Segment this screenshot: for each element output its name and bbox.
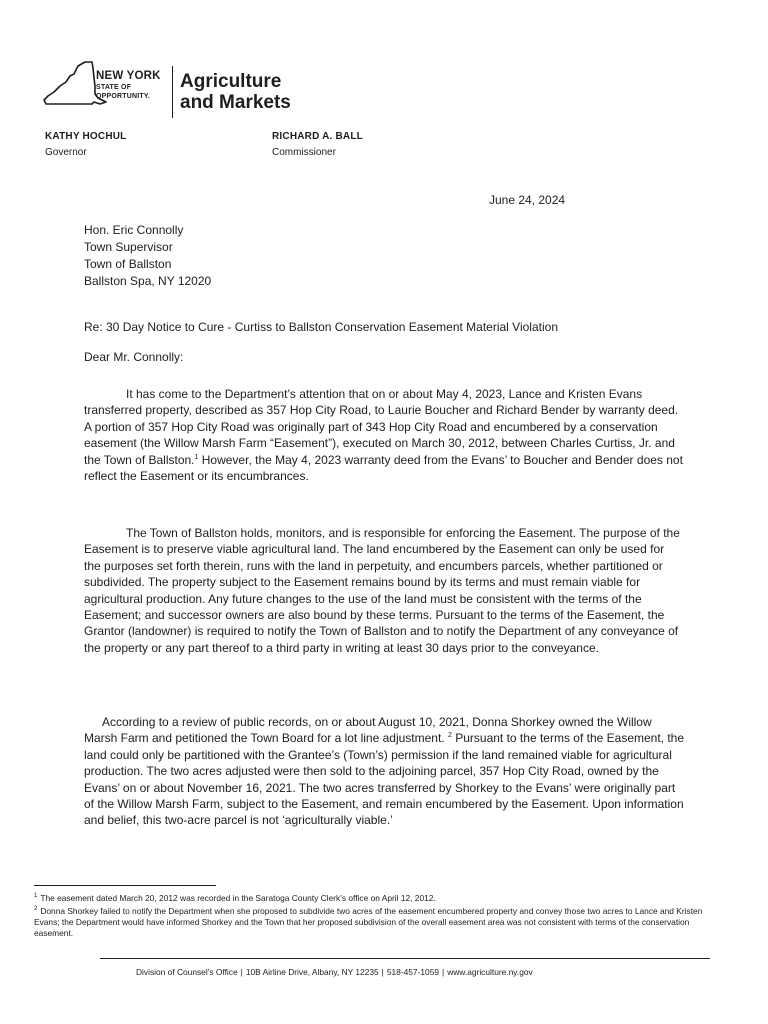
recipient-line-4: Ballston Spa, NY 12020 [84, 274, 212, 288]
footer-separator-1: | [240, 967, 243, 977]
footnote-2-text: Donna Shorkey failed to notify the Department when she proposed to subdivide two acres of the easement encumbered property and convey those two acres to Lance and Kristen Evans; the Department would have informed Shorkey and the Town that her proposed subdivision of the overall easement area was not consistent with terms of the conservation easement. [34, 906, 703, 938]
footer-address: 10B Airline Drive, Albany, NY 12235 [245, 967, 379, 977]
recipient-line-3: Town of Ballston [84, 257, 172, 271]
footer-phone: 518-457-1059 [386, 967, 440, 977]
footer-separator-2: | [381, 967, 384, 977]
subject-line: Re: 30 Day Notice to Cure - Curtiss to Ballston Conservation Easement Material Violation [84, 320, 558, 334]
footnote-ref-1: 1 [194, 453, 199, 461]
footnote-divider [34, 885, 216, 886]
commissioner-title: Commissioner [272, 147, 336, 158]
paragraph-3-text-a: According to a review of public records, on or about August 10, 2021, Donna Shorkey owned the Willow Marsh Farm and petitioned the Town Board for a lot line adjustment. [84, 715, 652, 746]
commissioner-name: RICHARD A. BALL [272, 131, 363, 142]
body-paragraph-3 [84, 714, 684, 829]
footnote-1 [34, 893, 724, 904]
agency-name [180, 71, 291, 113]
agency-line-2: and Markets [180, 92, 291, 113]
agency-line-1: Agriculture [180, 71, 282, 92]
footer-contact [136, 967, 533, 977]
footnote-2 [34, 906, 724, 939]
paragraph-1-text-b: However, the May 4, 2023 warranty deed from the Evans’ to Boucher and Bender does not reflect the Easement or its encumbrances. [84, 452, 683, 484]
paragraph-3-text-b: Pursuant to the terms of the Easement, the land could only be partitioned with the Grantee’s (Town’s) permission if the land remained viable for agricultural production. The two acres adjusted were then sold to the adjoining parcel, 357 Hop City Road, owned by the Evans’ on or about November 16, 2021. The two acres transferred by Shorkey to the Evans’ were originally part of the Willow Marsh Farm, subject to the Easement, and remain encumbered by the Easement. Upon information and belief, this two-acre parcel is not ‘agriculturally viable.’ [84, 731, 685, 828]
footnotes [34, 893, 724, 941]
footer-divider [100, 958, 710, 959]
paragraph-1-text-a: It has come to the Department’s attention that on or about May 4, 2023, Lance and Kristen Evans transferred property, described as 357 Hop City Road, to Laurie Boucher and Richard Bender by warranty deed. A portion of 357 Hop City Road was originally part of 343 Hop City Road and encumbered by a conservation easement (the Willow Marsh Farm “Easement”), executed on March 30, 2012, between Charles Curtiss, Jr. and the Town of Ballston. [84, 387, 679, 467]
governor-title: Governor [45, 147, 87, 158]
commissioner-block [272, 129, 363, 161]
footer-office: Division of Counsel’s Office [136, 967, 238, 977]
body-paragraph-1 [84, 386, 684, 484]
footnote-1-number: 1 [34, 893, 38, 900]
recipient-address [84, 222, 211, 290]
footnote-2-number: 2 [34, 906, 38, 913]
body-paragraph-2: The Town of Ballston holds, monitors, and is responsible for enforcing the Easement. The purpose of the Easement is to preserve viable agricultural land. The land encumbered by the Easement can only be used for the purposes set forth therein, runs with the land in perpetuity, and encumbers parcels, whether partitioned or subdivided. The property subject to the Easement remains bound by its terms and must remain viable for agricultural production. Any future changes to the use of the land must be consistent with the terms of the Easement; and successor owners are also bound by these terms. Pursuant to the terms of the Easement, the Grantor (landowner) is required to notify the Town of Ballston and to notify the Department of any conveyance of the property or any part thereof to a third party in writing at least 30 days prior to the conveyance. [84, 526, 680, 655]
ny-title: NEW YORK [96, 70, 161, 82]
governor-block [45, 129, 126, 161]
logo-divider [172, 66, 173, 118]
footer-separator-3: | [442, 967, 445, 977]
footnote-1-text: The easement dated March 20, 2012 was recorded in the Saratoga County Clerk’s office on April 12, 2012. [40, 893, 436, 903]
salutation: Dear Mr. Connolly: [84, 350, 184, 364]
letter-date: June 24, 2024 [489, 193, 566, 207]
recipient-line-2: Town Supervisor [84, 240, 173, 254]
footer-website: www.agriculture.ny.gov [447, 967, 533, 977]
ny-subtitle-1: STATE OF [96, 83, 132, 91]
recipient-line-1: Hon. Eric Connolly [84, 223, 184, 237]
ny-subtitle-2: OPPORTUNITY. [96, 92, 151, 100]
governor-name: KATHY HOCHUL [45, 131, 127, 142]
ny-state-wordmark [96, 71, 161, 101]
footnote-ref-2: 2 [447, 732, 452, 740]
